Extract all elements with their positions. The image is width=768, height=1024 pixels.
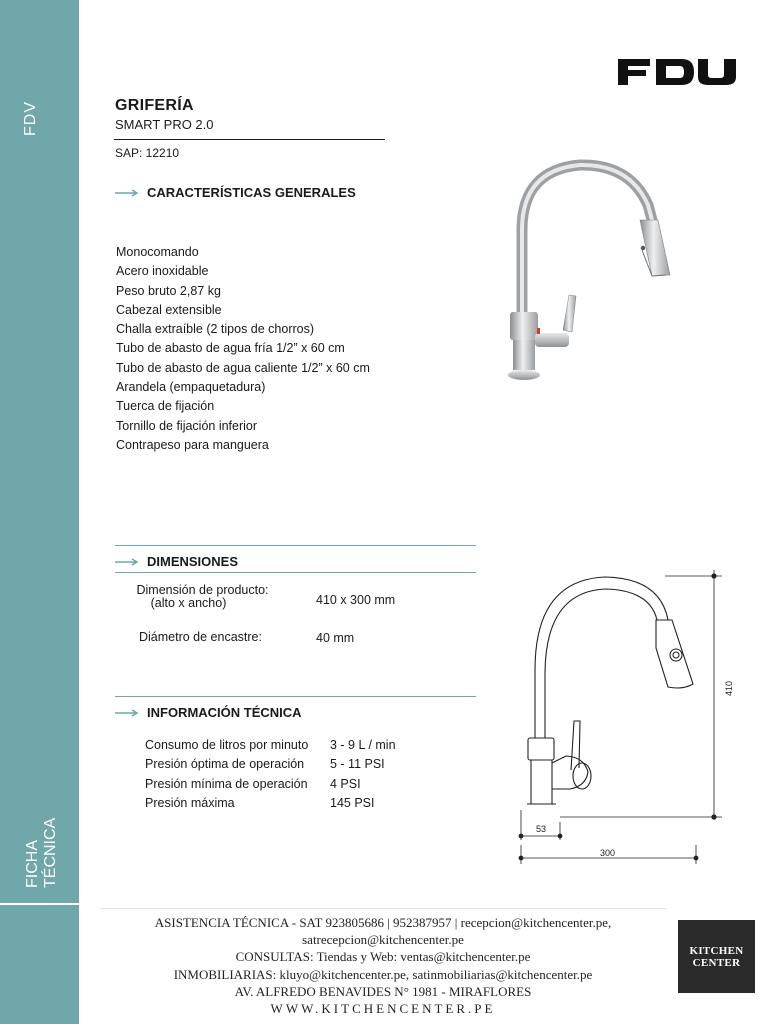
list-item: Arandela (empaquetadura) [116,380,266,395]
list-item: Cabezal extensible [116,302,222,317]
section-divider [115,696,476,697]
diameter-label: Diámetro de encastre: [139,630,262,644]
section-dimensions-heading [115,554,238,569]
footer-website: WWW.KITCHENCENTER.PE [270,1001,496,1017]
footer-consultas: CONSULTAS: Tiendas y Web: ventas@kitchencenter.pe [235,949,531,965]
tech-value: 5 - 11 PSI [330,757,385,771]
tech-label: Presión mínima de operación [145,777,308,791]
section-general-heading [115,185,356,200]
section-dimensions-title: DIMENSIONES [147,554,239,569]
sap-code: SAP: 12210 [115,146,180,160]
section-technical-heading [115,705,302,720]
tech-label: Presión máxima [145,796,235,810]
list-item: Acero inoxidable [116,264,209,279]
arrow-right-icon [115,188,139,198]
sidebar-doc-type-line1: FICHA [24,840,41,888]
kitchen-center-logo: KITCHEN CENTER [678,920,755,993]
tech-label: Presión óptima de operación [145,757,305,771]
footer-address: AV. ALFREDO BENAVIDES N° 1981 - MIRAFLORES [234,983,532,999]
section-divider [115,572,476,573]
tech-label: Consumo de litros por minuto [145,738,309,752]
tech-value: 4 PSI [330,777,361,791]
dimension-base-label: 53 [536,824,547,834]
features-list [116,243,370,455]
sidebar-doc-type-line2: TÉCNICA [42,817,59,888]
arrow-right-icon [115,557,139,567]
sidebar-doc-type [24,817,74,890]
list-item: Peso bruto 2,87 kg [116,283,221,298]
faucet-technical-drawing [500,560,740,870]
footer-inmobiliarias: INMOBILIARIAS: kluyo@kitchencenter.pe, satinmobiliarias@kitchencenter.pe [173,966,593,982]
tech-value: 3 - 9 L / min [330,738,396,752]
footer-divider [100,908,666,909]
list-item: Monocomando [116,245,199,259]
arrow-right-icon [115,708,139,718]
sidebar-divider [0,903,79,905]
faucet-photo [480,150,720,390]
section-general-title: CARACTERÍSTICAS GENERALES [147,185,356,200]
list-item: Tornillo de fijación inferior [116,418,258,433]
section-divider [115,545,476,546]
list-item: Tubo de abasto de agua caliente 1/2” x 60 cm [116,360,370,375]
list-item: Tuerca de fijación [116,399,215,414]
dimension-width-label: 300 [600,848,616,858]
title-divider [114,139,385,140]
list-item: Challa extraíble (2 tipos de chorros) [116,322,315,337]
diameter-value: 40 mm [316,631,355,645]
dimension-height-label: 410 [724,680,734,696]
page-title: GRIFERÍA [115,97,194,114]
sidebar [0,0,79,1024]
list-item: Contrapeso para manguera [116,437,269,452]
footer-support-email: satrecepcion@kitchencenter.pe [302,932,464,948]
product-name: SMART PRO 2.0 [115,117,214,132]
product-dimension-value: 410 x 300 mm [316,593,396,607]
sidebar-brand: FDV [22,101,39,136]
section-technical-title: INFORMACIÓN TÉCNICA [147,705,302,720]
fdv-logo [616,57,738,87]
list-item: Tubo de abasto de agua fría 1/2” x 60 cm [116,341,345,356]
footer-support-line: ASISTENCIA TÉCNICA - SAT 923805686 | 952387957 | recepcion@kitchencenter.pe, [154,915,612,930]
product-dimension-label: Dimensión de producto: (alto x ancho) [136,583,269,610]
tech-value: 145 PSI [330,796,375,810]
footer-contact [100,914,666,1017]
